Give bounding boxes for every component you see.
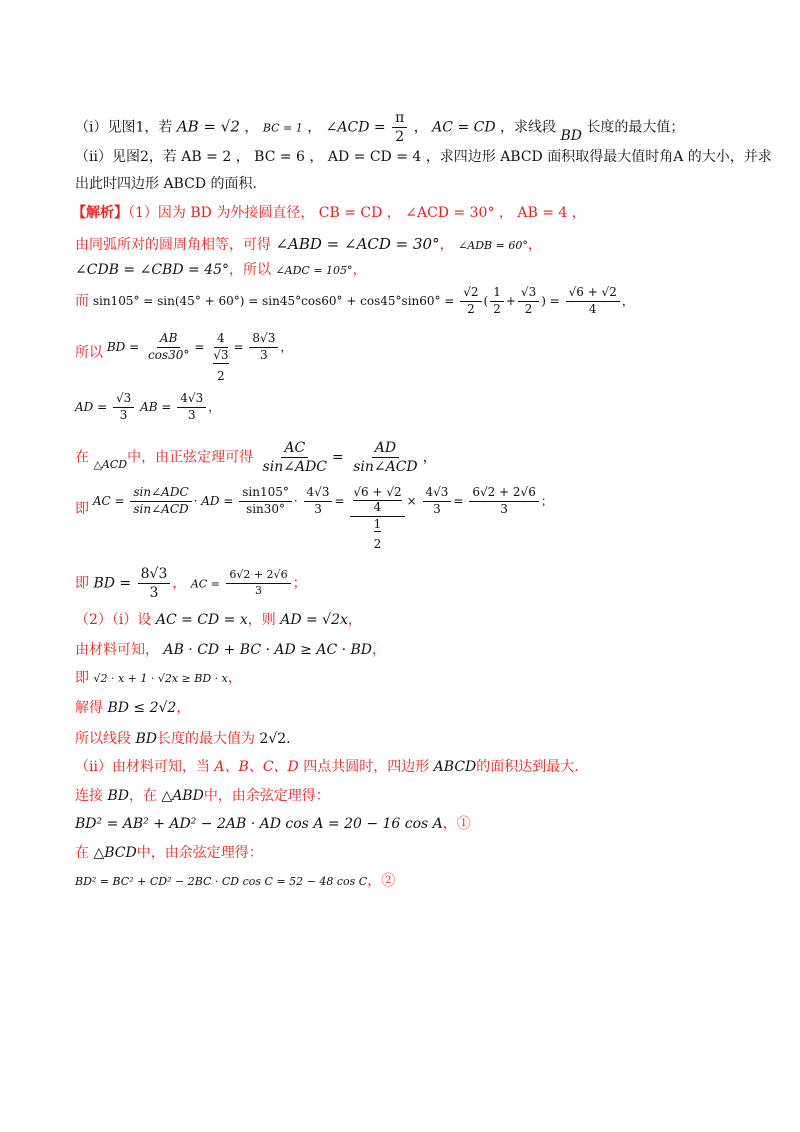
- question-i-ask-end: 长度的最大值；: [586, 119, 685, 136]
- solution-line-6: AD = $\frac{√3}{3}$ AB = $\frac{4√3}{3}$ ，: [75, 391, 221, 422]
- solution-line-4: 而 sin105° = sin(45° + 60°) = sin45°cos60° + cos45°sin60° = $\frac{√2}{2}$ ( $\frac{1}{2}$ + $\frac{√3}{2}$ ) = $\frac{√6 + √2}{4}$ ，: [75, 285, 634, 316]
- bd-symbol: BD: [560, 127, 582, 144]
- solution-line-10: （2）（i）设 AC = CD = x，则 AD = √2x，: [75, 612, 362, 628]
- solution-line-8: 即 AC = $\frac{\text{sin∠ADC}}{\text{sin∠ACD}}$ · AD = $\frac{\sin 105^\circ}{\sin 30^\circ}$ · $\frac{4√3}{3}$ = √6 + √2 4 1 2 × $\frac{4√3}{3}$ = $\frac{6√2 + 2√6}{3}$ ；: [75, 485, 553, 552]
- solution-line-2: 由同弧所对的圆周角相等，可得 ∠ABD = ∠ACD = 30°， ∠ADB = 60°，: [75, 235, 542, 253]
- solution-line-12: 即 √2 · x + 1 · √2x ≥ BD · x，: [75, 670, 242, 686]
- acd-angle-label: ∠ACD =: [325, 119, 386, 136]
- question-ii-line2: 出此时四边形 ABCD 的面积.: [75, 176, 257, 192]
- question-i-prefix: （i）见图1，若: [75, 119, 173, 136]
- solution-line-13: 解得 BD ≤ 2√2，: [75, 700, 191, 716]
- solution-line-1: 【解析】（1）因为 BD 为外接圆直径， CB = CD ， ∠ACD = 30° ， AB = 4 ，: [72, 205, 586, 221]
- solution-line-5: 所以 BD = $\frac{AB}{\cos 30^\circ}$ = 4 √3 2 = $\frac{8√3}{3}$ ，: [75, 331, 293, 383]
- solution-line-7: 在 $_{\triangle ACD}$中，由正弦定理可得 $\frac{AC}{\text{sin∠ADC}}$ = $\frac{AD}{\text{sin∠ACD}}$ ，: [75, 440, 437, 476]
- question-i: （i）见图1，若 AB = √2 ， BC = 1 ， ∠ACD = $\frac{\pi}{2}$ ， AC = CD ，求线段 BD 长度的最大值；: [75, 110, 685, 146]
- solution-line-3: ∠CDB = ∠CBD = 45°，所以 ∠ADC = 105°，: [75, 262, 367, 278]
- solution-line-17: BD² = AB² + AD² − 2AB · AD cos A = 20 − 16 cos A，①: [75, 816, 471, 832]
- solution-line-11: 由材料可知， AB · CD + BC · AD ≥ AC · BD，: [75, 642, 387, 658]
- solution-line-19: BD² = BC² + CD² − 2BC · CD cos C = 52 − 48 cos C，②: [75, 873, 396, 889]
- ac-cd-condition: AC = CD: [432, 119, 496, 136]
- bc-condition: BC = 1: [262, 121, 303, 135]
- question-ii-line1: （ii）见图2，若 AB = 2 ， BC = 6 ， AD = CD = 4 ，求四边形 ABCD 面积取得最大值时角A 的大小，并求: [75, 149, 772, 165]
- solution-line-16: 连接 BD，在 △ABD中，由余弦定理得：: [75, 788, 330, 804]
- solution-line-9: 即 BD = $\frac{8√3}{3}$ ， AC = $\frac{6√2 + 2√6}{3}$ ；: [75, 566, 307, 602]
- solution-tag: 【解析】: [72, 205, 128, 221]
- ab-condition: AB = √2: [176, 117, 240, 136]
- pi-over-two: $\frac{\pi}{2}$: [392, 110, 407, 145]
- solution-line-15: （ii）由材料可知，当 A、B、C、D 四点共圆时，四边形 ABCD的面积达到最大.: [75, 759, 579, 775]
- question-i-ask: ，求线段: [500, 119, 557, 136]
- solution-line-14: 所以线段 BD长度的最大值为 2√2.: [75, 731, 291, 747]
- solution-line-18: 在 △BCD中，由余弦定理得：: [75, 845, 263, 861]
